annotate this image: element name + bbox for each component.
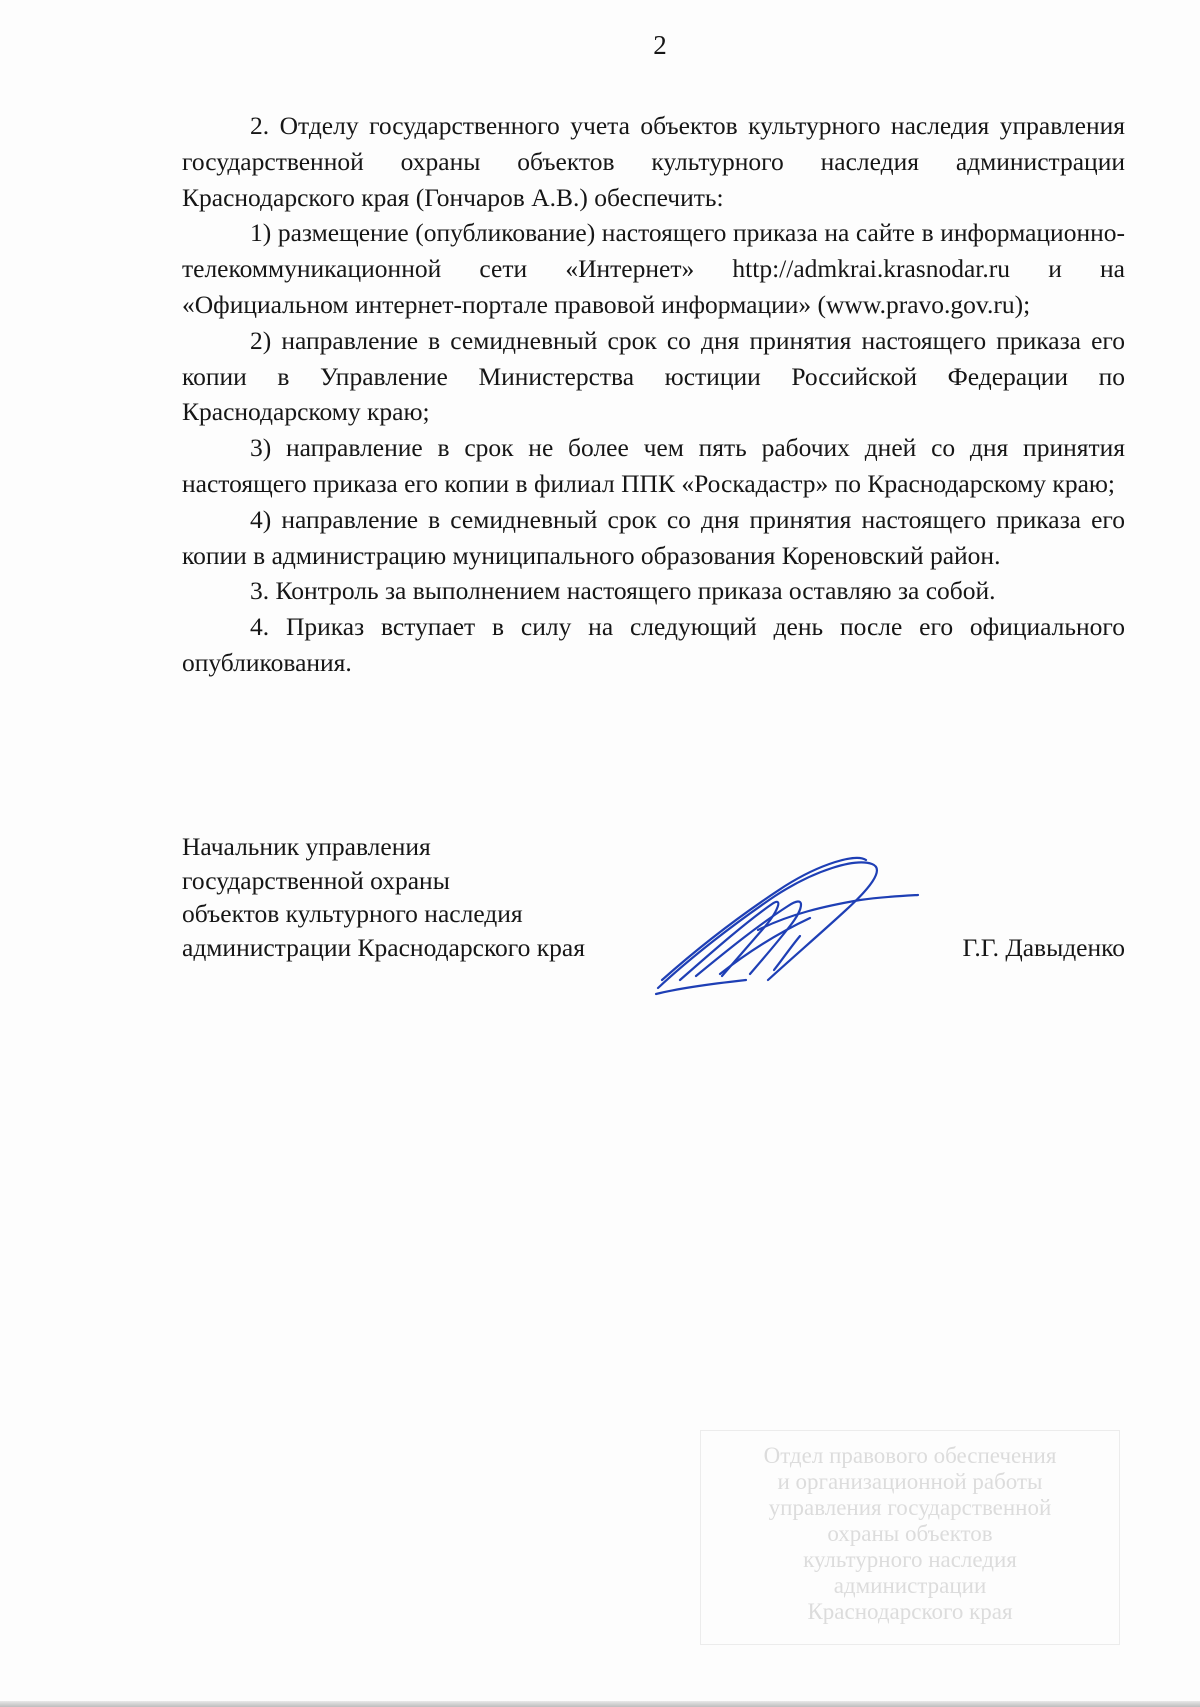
signatory-position-line: администрации Краснодарского края <box>182 932 585 962</box>
paragraph-subclause-4: 4) направление в семидневный срок со дня принятия настоящего приказа его копии в администрацию муниципального образования Кореновский район. <box>182 504 1125 570</box>
paragraph-clause-2: 2. Отделу государственного учета объектов культурного наследия управления государственной охраны объектов культурного наследия администрации Краснодарского края (Гончаров А.В.) обеспечить: <box>182 111 1125 212</box>
handwritten-signature <box>650 848 930 998</box>
page-number: 2 <box>653 30 667 60</box>
signatory-position-line: объектов культурного наследия <box>182 899 523 928</box>
paragraph-subclause-3: 3) направление в срок не более чем пять рабочих дней со дня принятия настоящего приказа его копии в филиал ППК «Роскадастр» по Краснодарскому краю; <box>182 433 1125 498</box>
stamp-line: охраны объектов <box>827 1521 993 1546</box>
paragraph-subclause-2: 2) направление в семидневный срок со дня принятия настоящего приказа его копии в Управление Министерства юстиции Российской Федерации по Краснодарскому краю; <box>182 325 1125 427</box>
stamp-line: культурного наследия <box>803 1547 1017 1572</box>
paragraph-clause-3: 3. Контроль за выполнением настоящего приказа оставляю за собой. <box>250 576 996 606</box>
stamp-line: Краснодарского края <box>807 1599 1013 1624</box>
signatory-position-line: государственной охраны <box>182 865 450 895</box>
paragraph-subclause-1: 1) размещение (опубликование) настоящего приказа на сайте в информационно-телекоммуникационной сети «Интернет» http://admkrai.krasnodar.ru и на «Официальном интернет-портале правовой информации» (www.pravo.gov.ru); <box>182 218 1125 319</box>
order-body <box>182 108 1125 681</box>
approval-stamp <box>700 1430 1120 1645</box>
signatory-name: Г.Г. Давыденко <box>962 932 1125 962</box>
paragraph-clause-4: 4. Приказ вступает в силу на следующий день после его официального опубликования. <box>182 612 1125 677</box>
stamp-line: Отдел правового обеспечения <box>763 1443 1057 1468</box>
stamp-line: и организационной работы <box>777 1469 1043 1494</box>
signatory-position-line: Начальник управления <box>182 832 431 861</box>
stamp-line: администрации <box>833 1573 987 1598</box>
stamp-line: управления государственной <box>768 1495 1052 1520</box>
scan-bottom-edge <box>0 1701 1200 1707</box>
